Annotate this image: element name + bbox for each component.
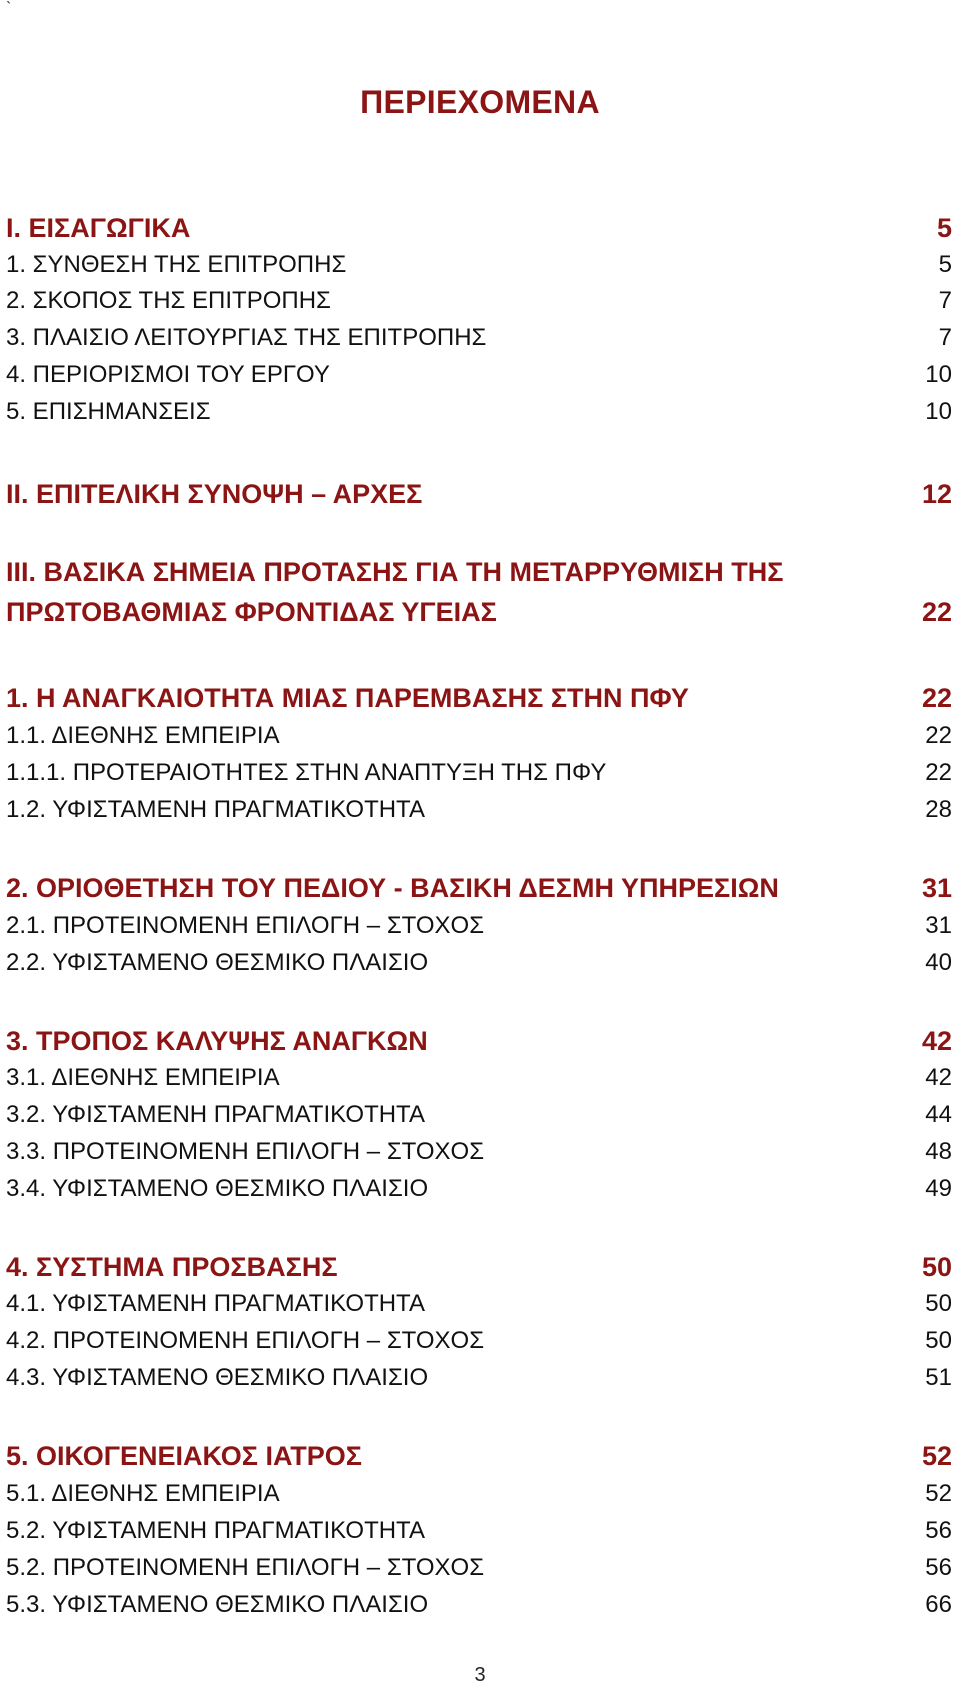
toc-entry[interactable] bbox=[6, 395, 952, 429]
toc-page-number: 50 bbox=[921, 1252, 952, 1282]
toc-page-number: 50 bbox=[925, 1290, 952, 1317]
toc-label: 3.1. ΔΙΕΘΝΗΣ ΕΜΠΕΙΡΙΑ bbox=[6, 1064, 280, 1091]
toc-label: II. ΕΠΙΤΕΛΙΚΗ ΣΥΝΟΨΗ – ΑΡΧΕΣ bbox=[6, 479, 423, 509]
toc-page-number: 28 bbox=[925, 796, 952, 823]
toc-label: 3.3. ΠΡΟΤΕΙΝΟΜΕΝΗ ΕΠΙΛΟΓΗ – ΣΤΟΧΟΣ bbox=[6, 1138, 485, 1165]
toc-entry[interactable] bbox=[6, 946, 952, 980]
toc-page-number: 56 bbox=[925, 1517, 952, 1544]
toc-label: 1.2. ΥΦΙΣΤΑΜΕΝΗ ΠΡΑΓΜΑΤΙΚΟΤΗΤΑ bbox=[6, 796, 425, 823]
toc-label: 4.2. ΠΡΟΤΕΙΝΟΜΕΝΗ ΕΠΙΛΟΓΗ – ΣΤΟΧΟΣ bbox=[6, 1327, 485, 1354]
toc-label: III. ΒΑΣΙΚΑ ΣΗΜΕΙΑ ΠΡΟΤΑΣΗΣ ΓΙΑ ΤΗ ΜΕΤΑΡΡΥΘΜΙΣΗ ΤΗΣ ΠΡΩΤΟΒΑΘΜΙΑΣ ΦΡΟΝΤΙΔΑΣ ΥΓΕΙΑΣ bbox=[6, 557, 784, 627]
toc-label: 1.1. ΔΙΕΘΝΗΣ ΕΜΠΕΙΡΙΑ bbox=[6, 722, 280, 749]
toc-entry[interactable] bbox=[6, 1361, 952, 1395]
toc-entry[interactable] bbox=[6, 321, 952, 355]
toc-entry[interactable] bbox=[6, 1324, 952, 1358]
toc-page-number: 31 bbox=[921, 873, 952, 903]
toc-label: 2. ΣΚΟΠΟΣ ΤΗΣ ΕΠΙΤΡΟΠΗΣ bbox=[6, 287, 331, 314]
toc-entry[interactable] bbox=[6, 719, 952, 753]
toc-label: 3. ΤΡΟΠΟΣ ΚΑΛΥΨΗΣ ΑΝΑΓΚΩΝ bbox=[6, 1026, 428, 1056]
toc-label: 5.2. ΠΡΟΤΕΙΝΟΜΕΝΗ ΕΠΙΛΟΓΗ – ΣΤΟΧΟΣ bbox=[6, 1554, 485, 1581]
toc-page-number: 5 bbox=[938, 251, 952, 278]
toc-page-number: 22 bbox=[921, 683, 952, 713]
toc-entry[interactable] bbox=[6, 1477, 952, 1511]
toc-entry[interactable] bbox=[6, 1287, 952, 1321]
toc-page-number: 42 bbox=[925, 1064, 952, 1091]
toc-page-number: 12 bbox=[921, 479, 952, 509]
toc-entry[interactable] bbox=[6, 1588, 952, 1622]
page-number-footer: 3 bbox=[474, 1664, 486, 1686]
toc-entry[interactable] bbox=[6, 211, 952, 245]
toc-label: 1. Η ΑΝΑΓΚΑΙΟΤΗΤΑ ΜΙΑΣ ΠΑΡΕΜΒΑΣΗΣ ΣΤΗΝ ΠΦΥ bbox=[6, 683, 689, 713]
toc-label: I. ΕΙΣΑΓΩΓΙΚΑ bbox=[6, 213, 191, 243]
toc-entry[interactable] bbox=[6, 248, 952, 282]
toc-page-number: 49 bbox=[925, 1175, 952, 1202]
toc-label: 4. ΠΕΡΙΟΡΙΣΜΟΙ ΤΟΥ ΕΡΓΟΥ bbox=[6, 361, 330, 388]
toc-entry[interactable] bbox=[6, 681, 952, 715]
toc-label: 3.2. ΥΦΙΣΤΑΜΕΝΗ ΠΡΑΓΜΑΤΙΚΟΤΗΤΑ bbox=[6, 1101, 425, 1128]
toc-page-number: 7 bbox=[938, 324, 952, 351]
toc-page-number: 52 bbox=[921, 1441, 952, 1471]
toc-entry[interactable] bbox=[6, 909, 952, 943]
toc-label: 4.1. ΥΦΙΣΤΑΜΕΝΗ ΠΡΑΓΜΑΤΙΚΟΤΗΤΑ bbox=[6, 1290, 425, 1317]
toc-page-number: 51 bbox=[925, 1364, 952, 1391]
toc-entry[interactable] bbox=[6, 284, 952, 318]
toc-page-number: 40 bbox=[925, 949, 952, 976]
toc-entry[interactable] bbox=[6, 552, 952, 632]
toc-label: 5.2. ΥΦΙΣΤΑΜΕΝΗ ΠΡΑΓΜΑΤΙΚΟΤΗΤΑ bbox=[6, 1517, 425, 1544]
toc-label: 1.1.1. ΠΡΟΤΕΡΑΙΟΤΗΤΕΣ ΣΤΗΝ ΑΝΑΠΤΥΞΗ ΤΗΣ ΠΦΥ bbox=[6, 759, 607, 786]
toc-entry[interactable] bbox=[6, 1135, 952, 1169]
toc-label: 3.4. ΥΦΙΣΤΑΜΕΝΟ ΘΕΣΜΙΚΟ ΠΛΑΙΣΙΟ bbox=[6, 1175, 429, 1202]
toc-label: 4.3. ΥΦΙΣΤΑΜΕΝΟ ΘΕΣΜΙΚΟ ΠΛΑΙΣΙΟ bbox=[6, 1364, 429, 1391]
toc-entry[interactable] bbox=[6, 1439, 952, 1473]
toc-page-number: 5 bbox=[936, 213, 952, 243]
toc-entry[interactable] bbox=[6, 1514, 952, 1548]
toc-entry[interactable] bbox=[6, 1250, 952, 1284]
toc-page-number: 66 bbox=[925, 1591, 952, 1618]
toc-page-number: 42 bbox=[921, 1026, 952, 1056]
toc-page-number: 44 bbox=[925, 1101, 952, 1128]
toc-page-number: 7 bbox=[938, 287, 952, 314]
toc-label: 5. ΕΠΙΣΗΜΑΝΣΕΙΣ bbox=[6, 398, 211, 425]
toc-label: 5. ΟΙΚΟΓΕΝΕΙΑΚΟΣ ΙΑΤΡΟΣ bbox=[6, 1441, 362, 1471]
toc-entry[interactable] bbox=[6, 358, 952, 392]
toc-entry[interactable] bbox=[6, 871, 952, 905]
toc-page-number: 52 bbox=[925, 1480, 952, 1507]
toc-entry[interactable] bbox=[6, 1551, 952, 1585]
toc-page-number: 31 bbox=[925, 912, 952, 939]
toc-label: 5.3. ΥΦΙΣΤΑΜΕΝΟ ΘΕΣΜΙΚΟ ΠΛΑΙΣΙΟ bbox=[6, 1591, 429, 1618]
toc-entry[interactable] bbox=[6, 1098, 952, 1132]
corner-mark: ` bbox=[6, 0, 12, 17]
toc-entry[interactable] bbox=[6, 793, 952, 827]
toc-page-number: 10 bbox=[925, 361, 952, 388]
toc-label: 2.2. ΥΦΙΣΤΑΜΕΝΟ ΘΕΣΜΙΚΟ ΠΛΑΙΣΙΟ bbox=[6, 949, 429, 976]
toc-entry[interactable] bbox=[6, 477, 952, 511]
toc-entry[interactable] bbox=[6, 1061, 952, 1095]
toc-entry[interactable] bbox=[6, 756, 952, 790]
toc-page-number: 56 bbox=[925, 1554, 952, 1581]
toc-page-number: 22 bbox=[925, 759, 952, 786]
toc-label: 2.1. ΠΡΟΤΕΙΝΟΜΕΝΗ ΕΠΙΛΟΓΗ – ΣΤΟΧΟΣ bbox=[6, 912, 485, 939]
toc-page-number: 50 bbox=[925, 1327, 952, 1354]
toc-page-number: 22 bbox=[921, 597, 952, 627]
toc-page-number: 48 bbox=[925, 1138, 952, 1165]
toc-entry[interactable] bbox=[6, 1172, 952, 1206]
toc-label: 2. ΟΡΙΟΘΕΤΗΣΗ ΤΟΥ ΠΕΔΙΟΥ - ΒΑΣΙΚΗ ΔΕΣΜΗ ΥΠΗΡΕΣΙΩΝ bbox=[6, 873, 779, 903]
toc-label: 3. ΠΛΑΙΣΙΟ ΛΕΙΤΟΥΡΓΙΑΣ ΤΗΣ ΕΠΙΤΡΟΠΗΣ bbox=[6, 324, 487, 351]
toc-page-number: 22 bbox=[925, 722, 952, 749]
toc-page-number: 10 bbox=[925, 398, 952, 425]
toc-label: 1. ΣΥΝΘΕΣΗ ΤΗΣ ΕΠΙΤΡΟΠΗΣ bbox=[6, 251, 347, 278]
toc-label: 4. ΣΥΣΤΗΜΑ ΠΡΟΣΒΑΣΗΣ bbox=[6, 1252, 338, 1282]
page-title: ΠΕΡΙΕΧΟΜΕΝΑ bbox=[360, 84, 600, 120]
toc-entry[interactable] bbox=[6, 1024, 952, 1058]
toc-label: 5.1. ΔΙΕΘΝΗΣ ΕΜΠΕΙΡΙΑ bbox=[6, 1480, 280, 1507]
